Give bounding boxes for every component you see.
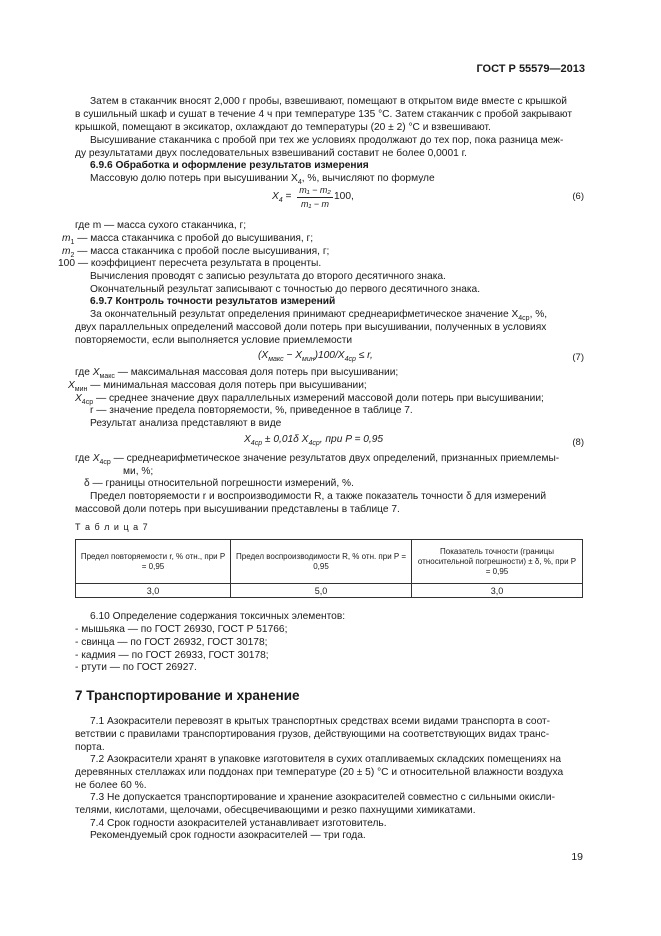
variable-definition: δ — границы относительной погрешности измерений, %. xyxy=(84,478,354,489)
equation-number-6: (6) xyxy=(572,191,584,202)
variable-definition: $X_{4ср}$ — среднее значение двух параллельных измерений массовой доли потерь при высушивании; xyxy=(75,393,544,407)
subsection-heading-6-10: 6.10 Определение содержания токсичных элементов: xyxy=(90,611,346,622)
table-7 xyxy=(75,539,583,598)
subsection-heading-6-9-6: 6.9.6 Обработка и оформление результатов измерения xyxy=(90,160,369,171)
text-line: 7.2 Азокрасители хранят в упаковке изготовителя в сухих отапливаемых складских помещениях на xyxy=(90,754,562,765)
variable-definition: $X_{мин}$ — минимальная массовая доля потерь при высушивании; xyxy=(68,380,367,394)
variable-definition: где $X_{4ср}$ — среднеарифметическое значение результатов двух определений, признанных приемлемы- xyxy=(75,453,560,467)
text-line: телями, кислотами, щелочами, обесцвечивающими и резко пахнущими химикатами. xyxy=(75,805,476,816)
text-line: Затем в стаканчик вносят 2,000 г пробы, взвешивают, помещают в открытом виде вместе с крышкой xyxy=(90,96,567,107)
table-header-row xyxy=(76,540,583,584)
variable-definition: где m — масса сухого стаканчика, г; xyxy=(75,220,247,231)
table-cell: 3,0 xyxy=(76,584,231,598)
text-line: За окончательный результат определения принимают среднеарифметическое значение $X_{4ср}$, %, xyxy=(90,309,548,323)
table-cell: 3,0 xyxy=(412,584,583,598)
variable-definition: $m_2$ — масса стаканчика с пробой после высушивания, г; xyxy=(62,246,330,260)
table-header-cell: Предел воспроизводимости R, % отн. при P = 0,95 xyxy=(231,540,412,584)
variable-definition: $m_1$ — масса стаканчика с пробой до высушивания, г; xyxy=(62,233,314,247)
text-line: 7.3 Не допускается транспортирование и хранение азокрасителей совместно с сильными окисли- xyxy=(90,792,556,803)
list-item: - кадмия — по ГОСТ 26933, ГОСТ 30178; xyxy=(75,650,269,661)
text-line: ветствии с правилами транспортирования грузов, действующими на соответствующих видах транс- xyxy=(75,729,550,740)
equation-number-7: (7) xyxy=(572,352,584,363)
list-item: - ртути — по ГОСТ 26927. xyxy=(75,662,197,673)
equation-number-8: (8) xyxy=(572,437,584,448)
section-7-heading: 7 Транспортирование и хранение xyxy=(75,688,300,703)
table-header-cell: Предел повторяемости r, % отн., при P = 0,95 xyxy=(76,540,231,584)
text-line: массовой доли потерь при высушивании представлены в таблице 7. xyxy=(75,504,400,515)
text-line: повторяемости, если выполняется условие приемлемости xyxy=(75,335,353,346)
table-cell: 5,0 xyxy=(231,584,412,598)
text-line: Вычисления проводят с записью результата до второго десятичного знака. xyxy=(90,271,446,282)
list-item: - мышьяка — по ГОСТ 26930, ГОСТ Р 51766; xyxy=(75,624,288,635)
text-line: ду результатами двух последовательных взвешиваний составит не более 0,0001 г. xyxy=(75,148,467,159)
text-line: двух параллельных определений массовой доли потерь при высушивании, полученных в условиях xyxy=(75,322,547,333)
variable-definition: r — значение предела повторяемости, %, приведенное в таблице 7. xyxy=(90,405,413,416)
text-line: 7.1 Азокрасители перевозят в крытых транспортных средствах всеми видами транспорта в соот- xyxy=(90,716,551,727)
text-line: 7.4 Срок годности азокрасителей устанавливает изготовитель. xyxy=(90,818,387,829)
document-code: ГОСТ Р 55579—2013 xyxy=(476,63,585,75)
equation-7: $(X_{макс} - X_{мин})100/X_{4ср} \le r$, xyxy=(258,350,373,364)
table-caption: Т а б л и ц а 7 xyxy=(75,522,149,532)
equation-8: $X_{4ср} \pm 0,01\delta$ $X_{4ср}$, при P = 0,95 xyxy=(244,434,384,448)
text-line: Предел повторяемости r и воспроизводимости R, а также показатель точности δ для измерений xyxy=(90,491,547,502)
text-line: Рекомендуемый срок годности азокрасителей — три года. xyxy=(90,830,366,841)
text-line: порта. xyxy=(75,742,105,753)
text-line: в сушильный шкаф и сушат в течение 4 ч при температуре 135 °С. Затем стаканчик с пробой закрывают xyxy=(75,109,573,120)
text-line: не более 60 %. xyxy=(75,780,147,791)
text-line: деревянных стеллажах или поддонах при температуре (20 ± 5) °С и относительной влажности воздуха xyxy=(75,767,564,778)
fraction-bar xyxy=(297,197,333,198)
text-line: Результат анализа представляют в виде xyxy=(90,418,282,429)
table-row xyxy=(76,584,583,598)
variable-definition: ми, %; xyxy=(123,466,154,477)
equation-6-tail: 100, xyxy=(334,191,354,202)
list-item: - свинца — по ГОСТ 26932, ГОСТ 30178; xyxy=(75,637,268,648)
text-line: крышкой, помещают в эксикатор, охлаждают до температуры (20 ± 2) °С и взвешивают. xyxy=(75,122,491,133)
variable-definition: где $X_{макс}$ — максимальная массовая доля потерь при высушивании; xyxy=(75,367,399,381)
subsection-heading-6-9-7: 6.9.7 Контроль точности результатов измерений xyxy=(90,296,336,307)
variable-definition: 100 — коэффициент пересчета результата в проценты. xyxy=(58,258,322,269)
equation-6-numerator: m₁ − m₂ xyxy=(299,185,331,195)
page-number: 19 xyxy=(571,851,583,863)
equation-6-lhs: $X_4$ = xyxy=(272,191,292,205)
table-header-cell: Показатель точности (границы относительной погрешности) ± δ, %, при P = 0,95 xyxy=(412,540,583,584)
equation-6-denominator: m₁ − m xyxy=(300,199,330,209)
text-line: Высушивание стаканчика с пробой при тех же условиях продолжают до тех пор, пока разница меж- xyxy=(90,135,564,146)
text-line: Окончательный результат записывают с точностью до первого десятичного знака. xyxy=(90,284,481,295)
text-line: Массовую долю потерь при высушивании $X_4$, %, вычисляют по формуле xyxy=(90,173,435,187)
